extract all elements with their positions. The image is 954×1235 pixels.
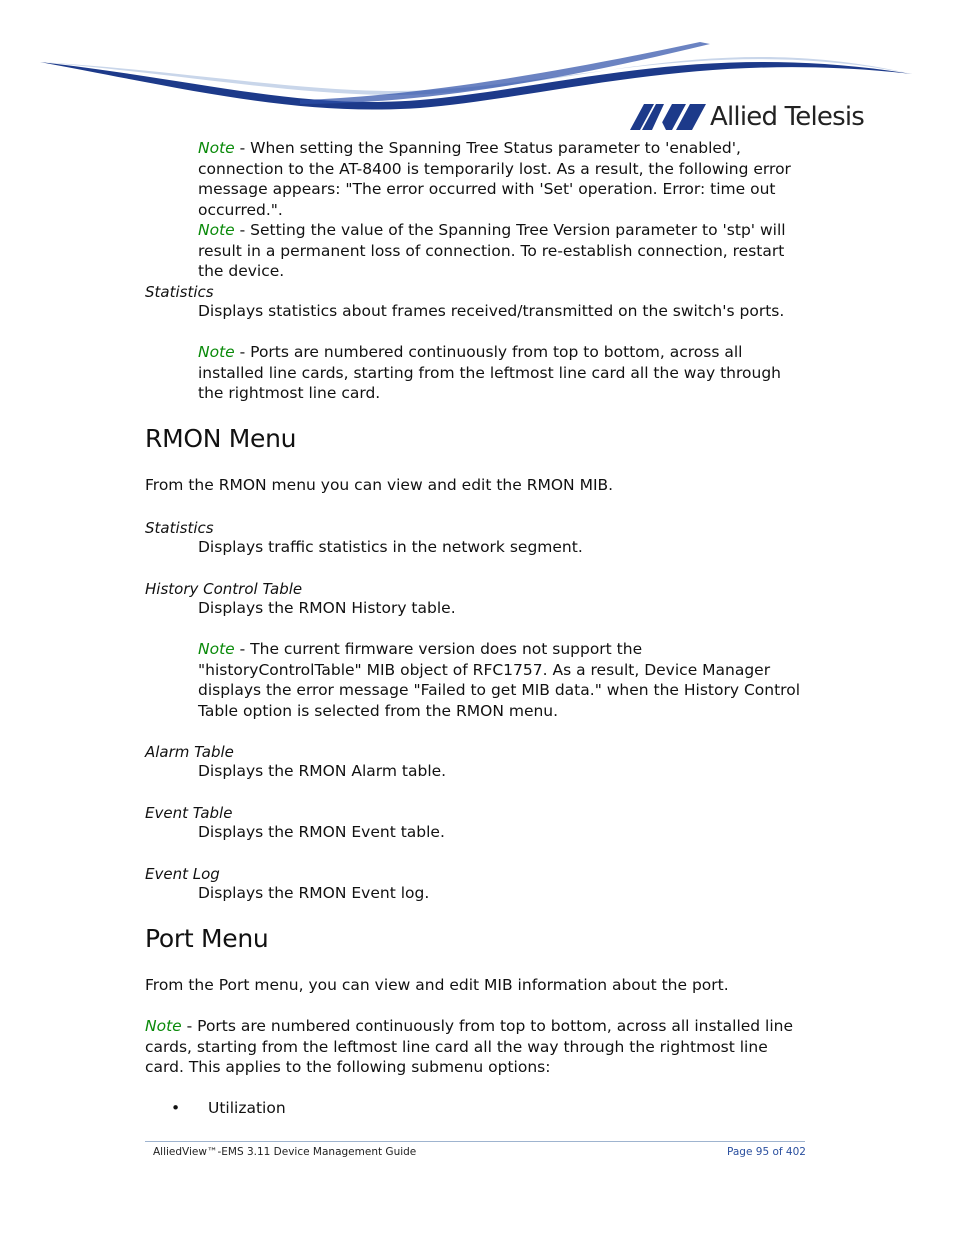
note-text: - The current firmware version does not support the "historyControlTable" MIB object of RFC1757. As a result, Device Manager displays the error message "Failed to get MIB data." when the History Control Table option is selected from the RMON menu. [198, 640, 800, 720]
note-text: - Ports are numbered continuously from top to bottom, across all installed line cards, starting from the leftmost line card all the way through the rightmost line card. [198, 343, 781, 402]
note-port-numbering [145, 1016, 810, 1078]
term-statistics: Statistics [145, 283, 214, 301]
term-history-control-table: History Control Table [145, 580, 303, 598]
port-intro: From the Port menu, you can view and edit MIB information about the port. [145, 976, 729, 994]
note-spanning-tree-version [198, 220, 810, 282]
footer-document-title: AlliedView™-EMS 3.11 Device Management Guide [153, 1146, 417, 1158]
footer-divider [145, 1141, 805, 1142]
note-text: - Ports are numbered continuously from top to bottom, across all installed line cards, starting from the leftmost line card all the way through the rightmost line card. This applies to the following submenu options: [145, 1017, 794, 1076]
rmon-intro: From the RMON menu you can view and edit the RMON MIB. [145, 476, 614, 494]
desc-event-table: Displays the RMON Event table. [198, 823, 445, 841]
bullet-utilization: Utilization [208, 1099, 286, 1117]
term-rmon-statistics: Statistics [145, 519, 214, 537]
desc-alarm-table: Displays the RMON Alarm table. [198, 762, 447, 780]
note-spanning-tree-status [198, 138, 810, 220]
note-label: Note [198, 139, 235, 157]
heading-rmon-menu: RMON Menu [145, 424, 297, 453]
desc-statistics: Displays statistics about frames received/transmitted on the switch's ports. [198, 302, 785, 320]
term-event-table: Event Table [145, 804, 233, 822]
note-ports-numbered [198, 342, 810, 404]
term-event-log: Event Log [145, 865, 220, 883]
desc-history-control-table: Displays the RMON History table. [198, 599, 456, 617]
note-text: - Setting the value of the Spanning Tree Version parameter to 'stp' will result in a permanent loss of connection. To re-establish connection, restart the device. [198, 221, 786, 280]
note-label: Note [145, 1017, 182, 1035]
bullet-dot: • [171, 1099, 181, 1117]
desc-rmon-statistics: Displays traffic statistics in the network segment. [198, 538, 583, 556]
note-label: Note [198, 221, 235, 239]
note-label: Note [198, 640, 235, 658]
desc-event-log: Displays the RMON Event log. [198, 884, 430, 902]
note-text: - When setting the Spanning Tree Status parameter to 'enabled', connection to the AT-8400 is temporarily lost. As a result, the following error message appears: "The error occurred with 'Set' operation. Error: time out occurred.". [198, 139, 791, 219]
footer-page-number: Page 95 of 402 [727, 1146, 806, 1158]
allied-telesis-mark-icon [630, 104, 706, 130]
allied-telesis-logo [630, 102, 864, 132]
term-alarm-table: Alarm Table [145, 743, 234, 761]
logo-text: Allied Telesis [710, 102, 865, 132]
note-history-control [198, 639, 810, 721]
heading-port-menu: Port Menu [145, 924, 269, 953]
note-label: Note [198, 343, 235, 361]
